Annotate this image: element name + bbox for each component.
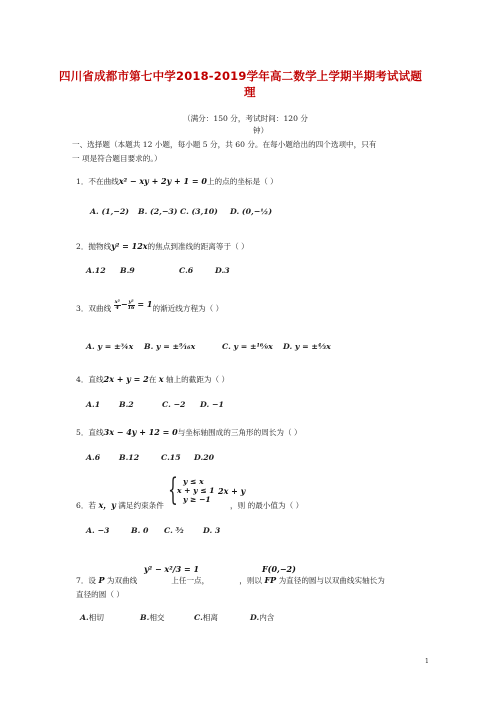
q4-option-d: D. −1 bbox=[200, 400, 224, 409]
q1-option-b: B. (2,−3) bbox=[138, 207, 178, 216]
q2-prefix: 2．抛物线 bbox=[76, 242, 112, 251]
question-3 bbox=[76, 298, 224, 315]
q3-equation: $\frac{\text{x²}}{4}$ − $\frac{\text{y²}}{16}$ = 1 bbox=[114, 298, 153, 311]
q4-option-a: A.1 bbox=[86, 400, 101, 409]
q2-option-a: A.12 bbox=[86, 266, 106, 275]
q7-option-b: B.相交 bbox=[140, 613, 165, 622]
q4-option-c: C. −2 bbox=[162, 400, 186, 409]
q2-option-c: C.6 bbox=[179, 266, 194, 275]
q6-option-a: A. −3 bbox=[86, 526, 110, 535]
q5-prefix: 5．直线 bbox=[76, 428, 104, 437]
q4-equation: 2x + y = 2 bbox=[103, 374, 149, 384]
q7-equation: y² − x²/3 = 1 bbox=[144, 564, 200, 574]
q4-option-b: B.2 bbox=[119, 400, 134, 409]
q7-prefix: 7．设 bbox=[76, 576, 97, 585]
q5-suffix: 与坐标轴围成的三角形的周长为（ ） bbox=[177, 428, 302, 437]
q6-suffix: ，则 的最小值为（ ） bbox=[230, 501, 304, 510]
q7-segment-fp: FP bbox=[264, 575, 277, 585]
q5-option-a: A.6 bbox=[86, 453, 101, 462]
q6-option-c: C. ³⁄₂ bbox=[164, 526, 184, 535]
q5-option-c: C.15 bbox=[161, 453, 181, 462]
q3-option-b: B. y = ±⁹⁄₁₆x bbox=[144, 342, 196, 351]
q6-constraint-3: y ≥ −1 bbox=[183, 495, 211, 504]
title-line2: 理 bbox=[244, 85, 256, 99]
question-7 bbox=[76, 575, 385, 586]
q1-prefix: 1．不在曲线 bbox=[76, 177, 119, 186]
q3-frac-x: $\frac{\text{x²}}{4}$ bbox=[114, 298, 120, 311]
q6-constraint-2: x + y ≤ 1 bbox=[177, 486, 215, 495]
question-1 bbox=[76, 176, 278, 187]
section-heading-line2: 一 项是符合题目要求的。） bbox=[72, 154, 162, 163]
q5-option-d: D.20 bbox=[194, 453, 215, 462]
q7-mid3: ，则以 bbox=[239, 576, 263, 585]
question-2 bbox=[76, 241, 249, 252]
q1-suffix: 上的点的坐标是（ ） bbox=[206, 177, 278, 186]
q7-point-p: P bbox=[98, 575, 105, 585]
q5-option-b: B.12 bbox=[119, 453, 140, 462]
q7-mid2: 上任一点， bbox=[171, 576, 210, 585]
title-line1: 四川省成都市第七中学2018-2019学年高二数学上学期半期考试试题 bbox=[59, 69, 423, 83]
exam-meta-line1: （满分：150 分，考试时间：120 分 bbox=[183, 114, 308, 123]
q3-option-a: A. y = ±¾x bbox=[86, 342, 134, 351]
question-6 bbox=[76, 500, 164, 511]
q3-suffix: 的渐近线方程为（ ） bbox=[152, 304, 224, 313]
q7-mid1: 为双曲线 bbox=[106, 576, 138, 585]
q1-option-d: D. (0,−½) bbox=[230, 207, 273, 216]
q4-suffix: 轴上的截距为（ ） bbox=[165, 375, 230, 384]
q7-option-a: A.相切 bbox=[80, 613, 104, 622]
q7-focus: F(0,−2) bbox=[262, 564, 296, 574]
q6-constraint-1: y ≤ x bbox=[183, 477, 204, 486]
q1-equation: x² − xy + 2y + 1 = 0 bbox=[118, 176, 207, 186]
q6-objective: 2x + y bbox=[218, 486, 246, 496]
q3-option-d: D. y = ±⁴⁄₃x bbox=[283, 342, 331, 351]
q3-option-c: C. y = ±¹⁶⁄₉x bbox=[222, 342, 273, 351]
q6-option-b: B. 0 bbox=[131, 526, 149, 535]
q5-equation: 3x − 4y + 12 = 0 bbox=[103, 427, 178, 437]
q7-option-c: C.相离 bbox=[194, 613, 218, 622]
q2-option-b: B.9 bbox=[120, 266, 135, 275]
q3-frac-y: $\frac{\text{y²}}{16}$ bbox=[127, 298, 135, 311]
q4-axis: x bbox=[158, 374, 164, 384]
q6-constraint-brace: { bbox=[168, 472, 178, 508]
q3-eq-tail: = 1 bbox=[137, 299, 153, 309]
q6-option-d: D. 3 bbox=[203, 526, 221, 535]
q4-mid: 在 bbox=[148, 375, 157, 384]
q3-prefix: 3．双曲线 bbox=[76, 304, 112, 313]
q7-mid4: 为直径的圆与以双曲线实轴长为 bbox=[278, 576, 385, 585]
page-number: 1 bbox=[425, 658, 429, 665]
q6-constraint-system bbox=[177, 477, 215, 504]
q7-line2: 直径的圆（ ） bbox=[76, 590, 124, 599]
q7-option-d: D.内含 bbox=[250, 613, 275, 622]
q2-equation: y² = 12x bbox=[111, 241, 148, 251]
question-4 bbox=[76, 374, 229, 385]
question-5 bbox=[76, 427, 302, 438]
q6-prefix: 6．若 bbox=[76, 501, 97, 510]
q6-vars: x，y bbox=[98, 500, 116, 510]
q1-option-c: C. (3,10) bbox=[180, 207, 218, 216]
exam-meta-line2: 钟） bbox=[253, 126, 269, 135]
q6-mid: 满足约束条件 bbox=[118, 501, 164, 510]
q4-prefix: 4．直线 bbox=[76, 375, 104, 384]
section-heading-line1: 一、选择题（本题共 12 小题，每小题 5 分，共 60 分。在每小题给出的四个选项中，只有 bbox=[72, 140, 377, 149]
q2-suffix: 的焦点到准线的距离等于（ ） bbox=[147, 242, 249, 251]
q2-option-d: D.3 bbox=[215, 266, 230, 275]
q1-option-a: A. (1,−2) bbox=[90, 207, 129, 216]
